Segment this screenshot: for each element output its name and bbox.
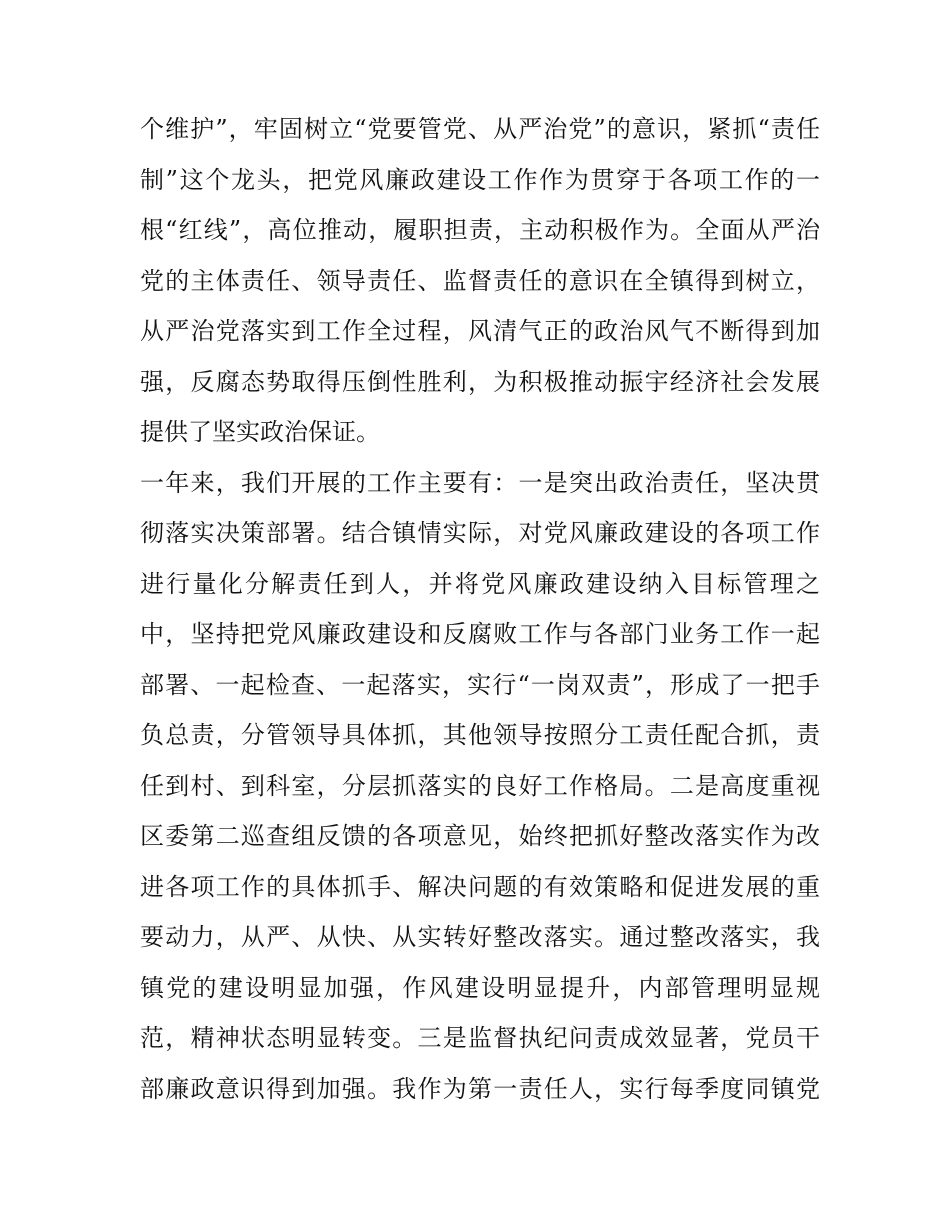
text-line-19: 范，精神状态明显转变。三是监督执纪问责成效显著，党员干 — [140, 1024, 820, 1052]
text-line-2: 制”这个龙头，把党风廉政建设工作作为贯穿于各项工作的一 — [140, 165, 820, 194]
text-line-7: 提供了坚实政治保证。 — [140, 418, 380, 446]
text-line-14: 任到村、到科室，分层抓落实的良好工作格局。二是高度重视 — [140, 771, 820, 800]
text-line-16: 进各项工作的具体抓手、解决问题的有效策略和促进发展的重 — [140, 872, 820, 901]
text-line-18: 镇党的建设明显加强，作风建设明显提升，内部管理明显规 — [140, 973, 820, 1002]
text-line-6: 强，反腐态势取得压倒性胜利，为积极推动振宇经济社会发展 — [140, 367, 820, 396]
text-line-3: 根“红线”，高位推动，履职担责，主动积极作为。全面从严治 — [140, 216, 820, 244]
text-line-11: 中，坚持把党风廉政建设和反腐败工作与各部门业务工作一起 — [140, 620, 820, 648]
text-line-5: 从严治党落实到工作全过程，风清气正的政治风气不断得到加 — [140, 317, 820, 345]
text-line-10: 进行量化分解责任到人，并将党风廉政建设纳入目标管理之 — [140, 569, 820, 598]
text-line-12: 部署、一起检查、一起落实，实行“一岗双责”，形成了一把手 — [140, 670, 820, 699]
document-body-text — [140, 104, 820, 1114]
text-line-17: 要动力，从严、从快、从实转好整改落实。通过整改落实，我 — [140, 923, 820, 951]
text-line-15: 区委第二巡查组反馈的各项意见，始终把抓好整改落实作为改 — [140, 822, 820, 850]
text-line-20: 部廉政意识得到加强。我作为第一责任人，实行每季度同镇党 — [140, 1074, 820, 1103]
text-line-1: 个维护”，牢固树立“党要管党、从严治党”的意识，紧抓“责任 — [140, 115, 820, 143]
text-line-9: 彻落实决策部署。结合镇情实际，对党风廉政建设的各项工作 — [140, 519, 820, 547]
text-line-8: 一年来，我们开展的工作主要有：一是突出政治责任，坚决贯 — [140, 468, 820, 497]
text-line-13: 负总责，分管领导具体抓，其他领导按照分工责任配合抓，责 — [140, 721, 820, 749]
text-line-4: 党的主体责任、领导责任、监督责任的意识在全镇得到树立， — [140, 266, 820, 295]
